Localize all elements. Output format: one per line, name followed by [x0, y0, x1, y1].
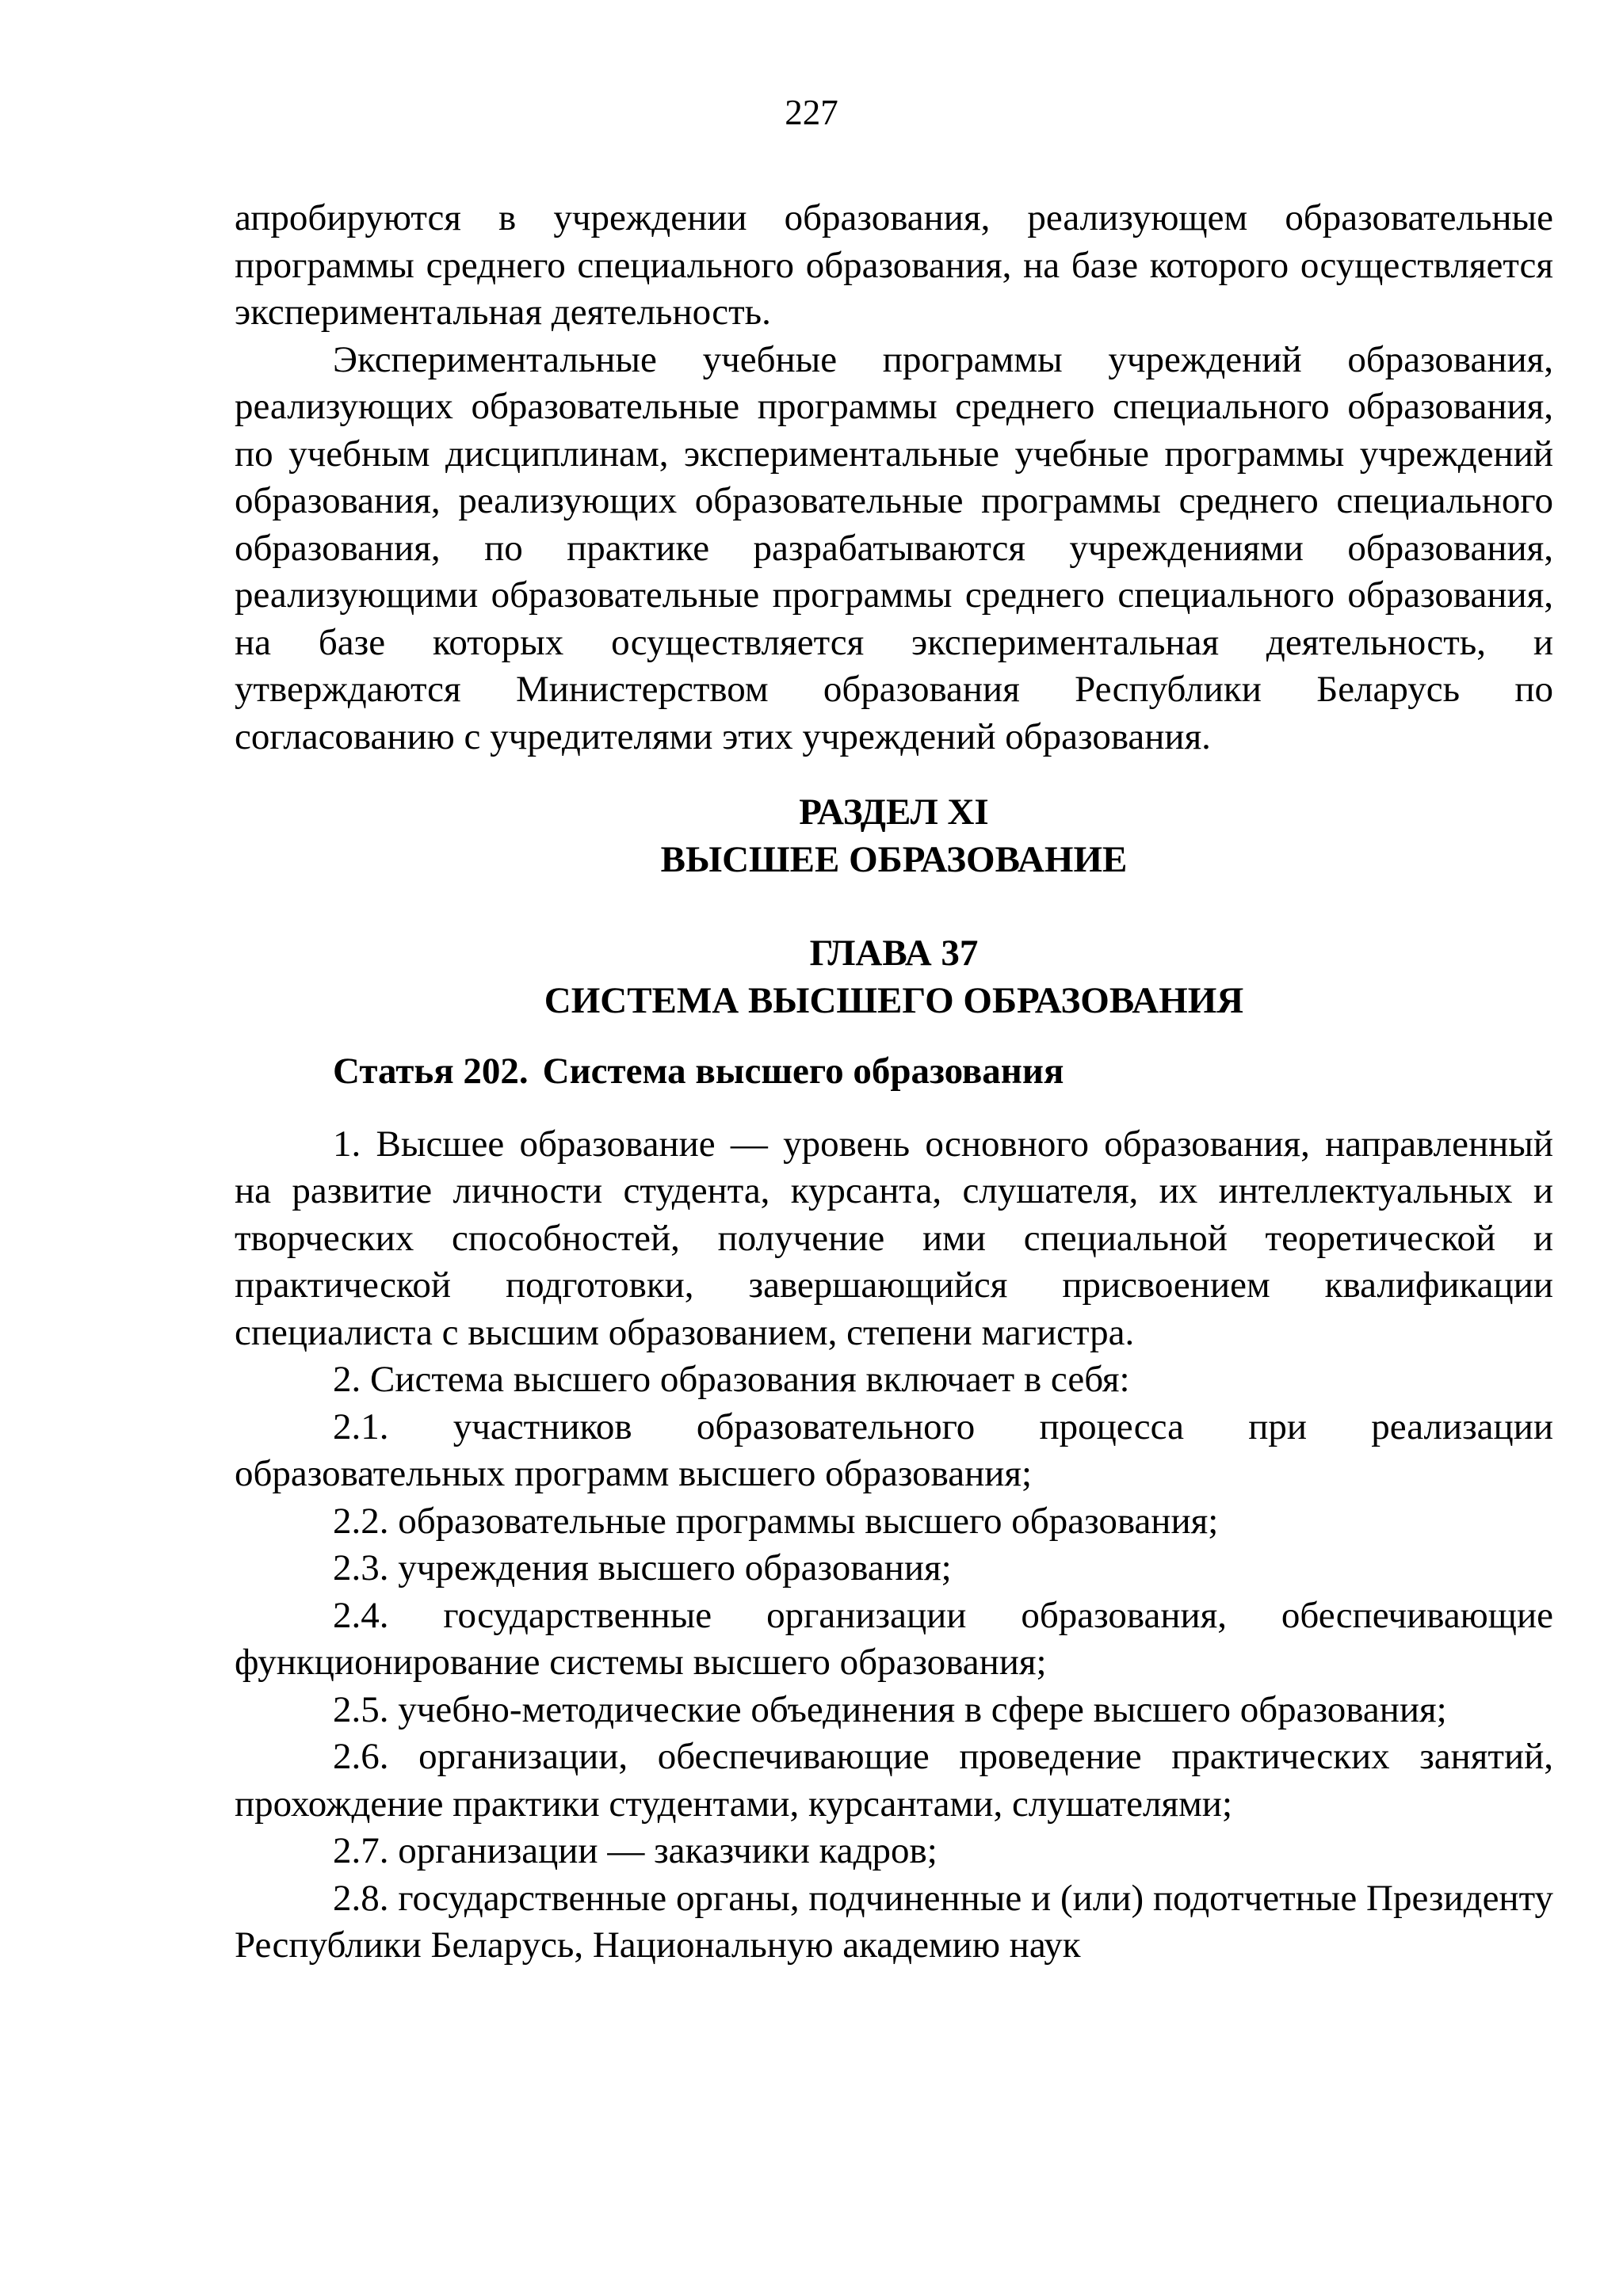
article-subitem: 2.1. участников образовательного процесса при реализации образовательных программ высшего образования; [235, 1405, 1553, 1494]
continuation-paragraph: апробируются в учреждении образования, реализующем образовательные программы среднего специального образования, на базе которого осуществляется экспериментальная деятельность. [235, 197, 1553, 333]
article-body [235, 1121, 1553, 1970]
chapter-title: СИСТЕМА ВЫСШЕГО ОБРАЗОВАНИЯ [544, 980, 1244, 1021]
article-number: Статья 202. [333, 1051, 529, 1092]
article-heading [235, 1048, 1553, 1096]
chapter-heading [235, 929, 1553, 1024]
article-subitem: 2.2. образовательные программы высшего образования; [333, 1500, 1219, 1542]
article-subitem: 2.7. организации — заказчики кадров; [333, 1830, 938, 1871]
article-title: Система высшего образования [542, 1051, 1064, 1092]
article-subitem: 2.5. учебно-методические объединения в сфере высшего образования; [333, 1688, 1447, 1730]
article-subitem: 2.4. государственные организации образования, обеспечивающие функционирование системы высшего образования; [235, 1594, 1553, 1683]
section-heading [235, 788, 1553, 883]
chapter-label: ГЛАВА 37 [809, 933, 979, 974]
body-paragraph: Экспериментальные учебные программы учреждений образования, реализующих образовательные программы среднего специального образования, по учебным дисциплинам, экспериментальные учебные программы учреждений образования, реализующих образовательные программы среднего специального образования, по практике разрабатываются учреждениями образования, реализующими образовательные программы среднего специального образования, на базе которых осуществляется экспериментальная деятельность, и утверждаются Министерством образования Республики Беларусь по согласованию с учредителями этих учреждений образования. [235, 338, 1553, 757]
article-subitem: 2.8. государственные органы, подчиненные и (или) подотчетные Президенту Республики Беларусь, Национальную академию наук [235, 1877, 1553, 1966]
section-title: ВЫСШЕЕ ОБРАЗОВАНИЕ [660, 839, 1128, 880]
section-label: РАЗДЕЛ XI [799, 791, 989, 833]
article-item: 1. Высшее образование — уровень основного образования, направленный на развитие личности студента, курсанта, слушателя, их интеллектуальных и творческих способностей, получение ими специальной теоретической и практической подготовки, завершающийся присвоением квалификации специалиста с высшим образованием, степени магистра. [235, 1123, 1553, 1353]
page-number: 227 [785, 93, 838, 132]
article-item: 2. Система высшего образования включает в себя: [333, 1359, 1130, 1400]
article-subitem: 2.6. организации, обеспечивающие проведение практических занятий, прохождение практики студентами, курсантами, слушателями; [235, 1736, 1553, 1825]
page-body [235, 195, 1553, 1970]
article-subitem: 2.3. учреждения высшего образования; [333, 1547, 952, 1589]
